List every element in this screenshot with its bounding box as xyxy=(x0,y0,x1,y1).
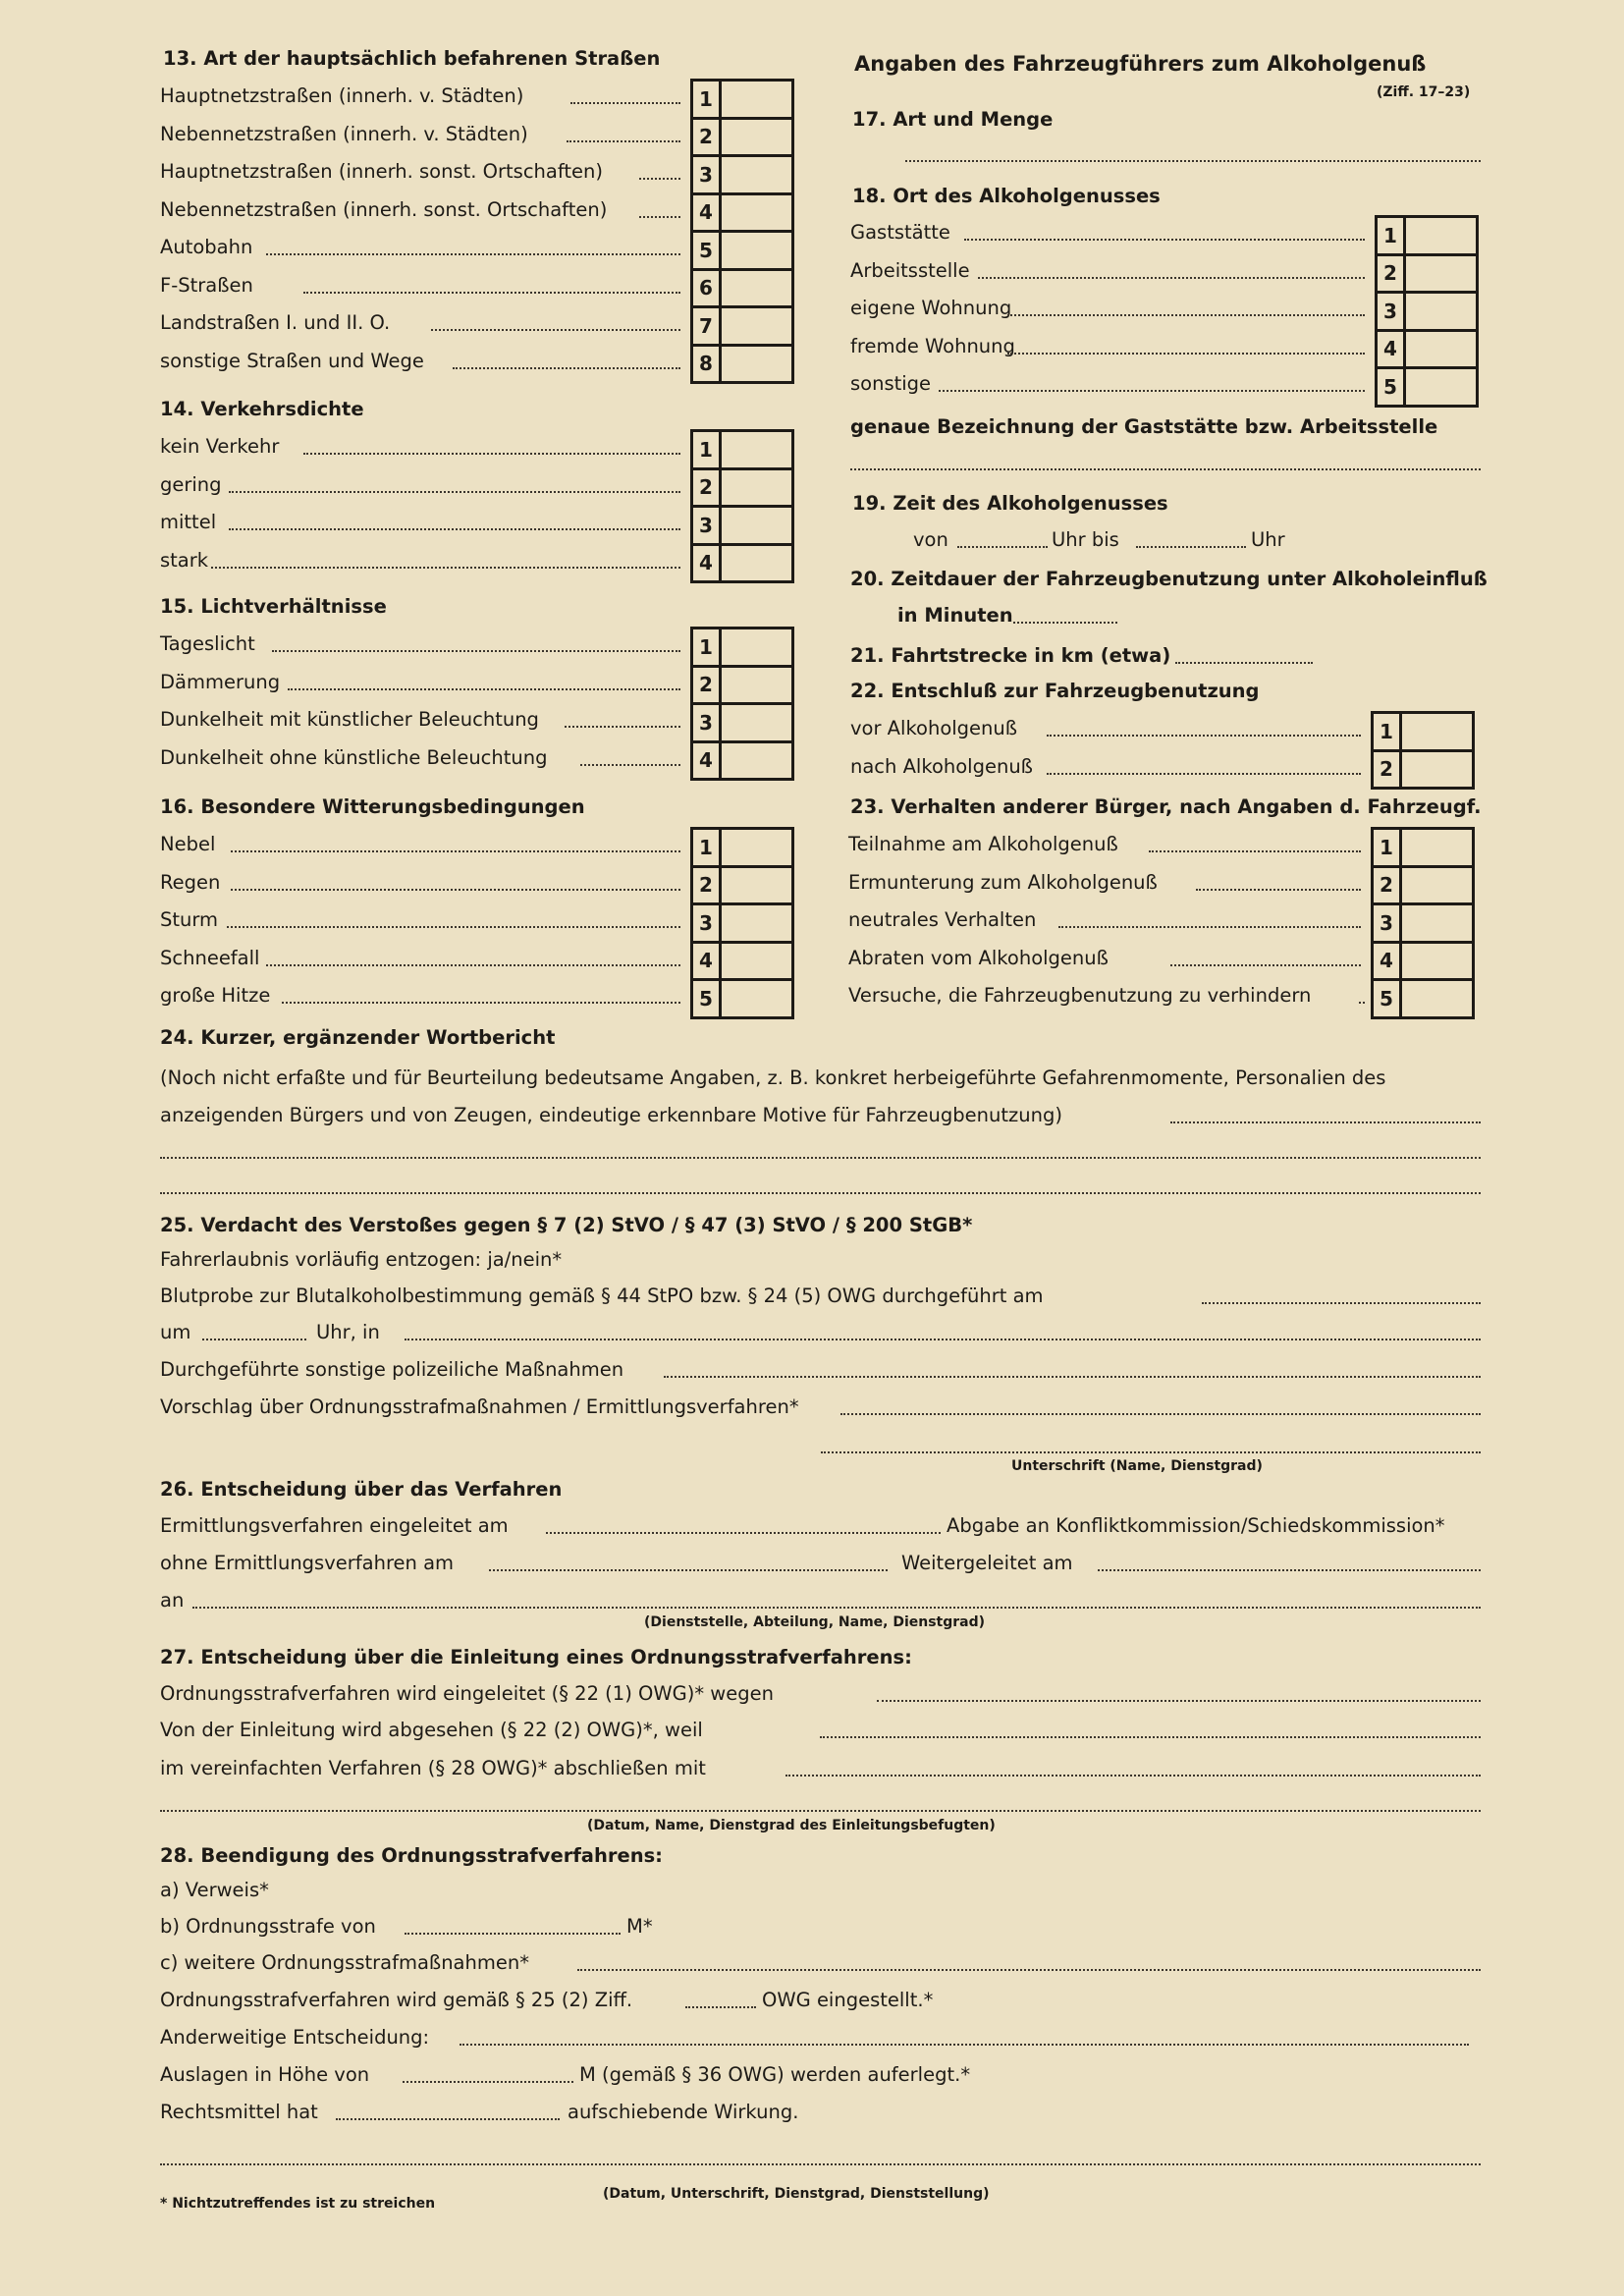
s23-title: 23. Verhalten anderer Bürger, nach Angaben d. Fahrzeugf. xyxy=(850,795,1482,818)
s13-item-label: Landstraßen I. und II. O. xyxy=(160,311,391,334)
s15-checkbox[interactable] xyxy=(690,740,794,782)
s25-title: 25. Verdacht des Verstoßes gegen § 7 (2) StVO / § 47 (3) StVO / § 200 StGB* xyxy=(160,1214,973,1236)
s16-checkbox-number: 5 xyxy=(693,981,722,1016)
s28-betrag-unit: M* xyxy=(626,1915,653,1938)
s18-checkbox[interactable] xyxy=(1375,291,1479,332)
s26-eingeleitet-field[interactable] xyxy=(546,1532,941,1534)
s16-checkbox[interactable] xyxy=(690,902,794,944)
s26-eingeleitet: Ermittlungsverfahren eingeleitet am xyxy=(160,1514,509,1537)
s25-massnahmen-field[interactable] xyxy=(664,1376,1481,1378)
s23-checkbox[interactable] xyxy=(1371,827,1475,868)
s18-checkbox-number: 5 xyxy=(1378,369,1406,405)
s27-vereinfacht: im vereinfachten Verfahren (§ 28 OWG)* abschließen mit xyxy=(160,1757,706,1779)
s25-signature-label: Unterschrift (Name, Dienstgrad) xyxy=(1011,1458,1263,1474)
s13-checkbox-number: 3 xyxy=(693,157,722,192)
s28-anderweitig: Anderweitige Entscheidung: xyxy=(160,2026,430,2049)
s15-leader-dots xyxy=(288,688,680,690)
s22-checkbox-number: 2 xyxy=(1374,752,1402,788)
s25-uhr-in: Uhr, in xyxy=(316,1321,380,1343)
s13-item-label: Nebennetzstraßen (innerh. v. Städten) xyxy=(160,122,528,145)
s18-leader-dots xyxy=(939,390,1365,392)
s13-checkbox-number: 7 xyxy=(693,308,722,344)
s23-leader-dots xyxy=(1170,964,1361,966)
s26-weitergeleitet-field[interactable] xyxy=(1098,1569,1481,1571)
s23-leader-dots xyxy=(1359,1002,1365,1004)
s23-checkbox[interactable] xyxy=(1371,941,1475,982)
s14-leader-dots xyxy=(303,453,680,455)
s26-an-field[interactable] xyxy=(192,1607,1481,1609)
s17-title: 17. Art und Menge xyxy=(852,108,1054,131)
s19-title: 19. Zeit des Alkoholgenusses xyxy=(852,492,1168,515)
s28-anderweitig-field[interactable] xyxy=(460,2044,1469,2046)
s26-an: an xyxy=(160,1589,185,1612)
s22-title: 22. Entschluß zur Fahrzeugbenutzung xyxy=(850,680,1260,702)
s23-checkbox-number: 5 xyxy=(1374,981,1402,1016)
s13-checkbox[interactable] xyxy=(690,192,794,234)
s14-checkbox-number: 1 xyxy=(693,432,722,467)
s24-field-2[interactable] xyxy=(160,1157,1481,1159)
s15-item-label: Dunkelheit ohne künstliche Beleuchtung xyxy=(160,745,548,769)
s16-item-label: Nebel xyxy=(160,833,216,855)
s28-rechtsmittel-field[interactable] xyxy=(336,2118,560,2120)
s13-leader-dots xyxy=(303,292,680,294)
s25-time-field[interactable] xyxy=(202,1339,306,1340)
s13-checkbox[interactable] xyxy=(690,305,794,347)
s15-title: 15. Lichtverhältnisse xyxy=(160,595,387,618)
s20-field[interactable] xyxy=(1013,622,1117,624)
s18-checkbox-number: 4 xyxy=(1378,332,1406,367)
s22-checkbox-number: 1 xyxy=(1374,714,1402,749)
s26-ohne-field[interactable] xyxy=(489,1569,888,1571)
s13-item-label: sonstige Straßen und Wege xyxy=(160,349,424,372)
s13-checkbox-number: 4 xyxy=(693,195,722,231)
s27-signature-field[interactable] xyxy=(160,1810,1481,1812)
s28-rechtsmittel: Rechtsmittel hat xyxy=(160,2101,318,2123)
s28-betrag-field[interactable] xyxy=(405,1933,621,1935)
s14-checkbox[interactable] xyxy=(690,543,794,584)
s15-checkbox[interactable] xyxy=(690,665,794,706)
s19-to-field[interactable] xyxy=(1136,546,1246,548)
s16-item-label: Regen xyxy=(160,870,221,894)
s18-checkbox[interactable] xyxy=(1375,253,1479,295)
s18-leader-dots xyxy=(964,239,1365,241)
s13-checkbox[interactable] xyxy=(690,154,794,195)
s23-leader-dots xyxy=(1149,850,1361,852)
s13-checkbox[interactable] xyxy=(690,344,794,385)
s14-leader-dots xyxy=(229,528,680,530)
s14-item-label: mittel xyxy=(160,511,217,533)
s13-checkbox[interactable] xyxy=(690,230,794,271)
s28-auslagen-field[interactable] xyxy=(403,2081,573,2083)
s16-leader-dots xyxy=(231,850,680,852)
s24-title: 24. Kurzer, ergänzender Wortbericht xyxy=(160,1026,556,1049)
s16-item-label: große Hitze xyxy=(160,984,271,1007)
s20-title: 20. Zeitdauer der Fahrzeugbenutzung unter Alkoholeinfluß xyxy=(850,568,1488,590)
s13-item-label: F-Straßen xyxy=(160,273,253,297)
s25-fahrerlaubnis: Fahrerlaubnis vorläufig entzogen: ja/nein* xyxy=(160,1248,563,1271)
s15-checkbox-number: 4 xyxy=(693,743,722,779)
s14-title: 14. Verkehrsdichte xyxy=(160,398,364,420)
s18-leader-dots xyxy=(1007,353,1365,355)
s18-checkbox[interactable] xyxy=(1375,366,1479,408)
s18-item-label: Gaststätte xyxy=(850,221,950,244)
s14-checkbox[interactable] xyxy=(690,467,794,509)
s23-item-label: Versuche, die Fahrzeugbenutzung zu verhindern xyxy=(848,984,1312,1007)
s14-checkbox-number: 3 xyxy=(693,508,722,543)
s18-checkbox[interactable] xyxy=(1375,215,1479,256)
s18-checkbox[interactable] xyxy=(1375,329,1479,370)
s26-signature-label: (Dienststelle, Abteilung, Name, Dienstgrad) xyxy=(644,1614,986,1630)
s16-checkbox-number: 4 xyxy=(693,944,722,979)
s16-checkbox-number: 1 xyxy=(693,830,722,865)
s16-checkbox-number: 2 xyxy=(693,868,722,903)
s16-leader-dots xyxy=(266,964,680,966)
s22-item-label: nach Alkoholgenuß xyxy=(850,754,1033,778)
s25-vorschlag-field[interactable] xyxy=(840,1413,1481,1415)
s25-um: um xyxy=(160,1321,191,1343)
s19-von: von xyxy=(913,528,948,551)
s15-checkbox[interactable] xyxy=(690,627,794,668)
s24-field-3[interactable] xyxy=(160,1192,1481,1194)
s18-checkbox-number: 2 xyxy=(1378,256,1406,292)
s15-checkbox[interactable] xyxy=(690,702,794,743)
s18-note-field[interactable] xyxy=(850,468,1481,470)
s16-leader-dots xyxy=(282,1002,680,1004)
s13-leader-dots xyxy=(431,329,680,331)
s14-item-label: kein Verkehr xyxy=(160,435,280,458)
s16-leader-dots xyxy=(227,926,680,928)
s23-checkbox-number: 3 xyxy=(1374,905,1402,941)
s18-item-label: eigene Wohnung xyxy=(850,297,1012,319)
s27-wegen-field[interactable] xyxy=(877,1700,1481,1702)
s21-title: 21. Fahrtstrecke in km (etwa) xyxy=(850,644,1171,667)
s13-leader-dots xyxy=(266,253,680,255)
s13-checkbox[interactable] xyxy=(690,268,794,309)
s13-checkbox[interactable] xyxy=(690,79,794,120)
s26-weitergeleitet: Weitergeleitet am xyxy=(901,1552,1073,1574)
s25-blutprobe-date-field[interactable] xyxy=(1202,1302,1481,1304)
s14-checkbox-number: 4 xyxy=(693,546,722,581)
footnote: * Nichtzutreffendes ist zu streichen xyxy=(160,2196,436,2212)
s15-item-label: Dämmerung xyxy=(160,670,281,693)
s23-item-label: Ermunterung zum Alkoholgenuß xyxy=(848,870,1158,894)
s23-checkbox-number: 4 xyxy=(1374,944,1402,979)
s28-eingestellt: Ordnungsstrafverfahren wird gemäß § 25 (2) Ziff. xyxy=(160,1989,633,2011)
s15-item-label: Tageslicht xyxy=(160,632,255,655)
s24-field-1[interactable] xyxy=(1170,1121,1481,1123)
s28-weitere: c) weitere Ordnungsstrafmaßnahmen* xyxy=(160,1951,529,1974)
s13-checkbox-number: 8 xyxy=(693,347,722,382)
s23-checkbox-number: 1 xyxy=(1374,830,1402,865)
s13-leader-dots xyxy=(567,140,680,142)
s13-item-label: Autobahn xyxy=(160,236,253,258)
right-header-ref: (Ziff. 17–23) xyxy=(1377,84,1471,100)
s27-title: 27. Entscheidung über die Einleitung eines Ordnungsstrafverfahrens: xyxy=(160,1646,912,1668)
s25-blutprobe: Blutprobe zur Blutalkoholbestimmung gemäß § 44 StPO bzw. § 24 (5) OWG durchgeführt am xyxy=(160,1285,1044,1307)
s16-item-label: Schneefall xyxy=(160,946,260,969)
s27-mit-field[interactable] xyxy=(785,1775,1481,1777)
s28-signature-field[interactable] xyxy=(160,2163,1481,2165)
s13-checkbox[interactable] xyxy=(690,117,794,158)
s25-place-field[interactable] xyxy=(405,1339,1481,1340)
s14-checkbox[interactable] xyxy=(690,505,794,546)
s15-item-label: Dunkelheit mit künstlicher Beleuchtung xyxy=(160,708,539,731)
s13-leader-dots xyxy=(639,178,680,180)
s18-leader-dots xyxy=(1007,314,1365,316)
s16-title: 16. Besondere Witterungsbedingungen xyxy=(160,795,585,818)
s23-leader-dots xyxy=(1196,889,1361,891)
s13-leader-dots xyxy=(639,216,680,218)
s23-checkbox[interactable] xyxy=(1371,865,1475,906)
s22-checkbox[interactable] xyxy=(1371,749,1475,791)
s27-signature-label: (Datum, Name, Dienstgrad des Einleitungsbefugten) xyxy=(587,1818,996,1833)
s22-checkbox[interactable] xyxy=(1371,711,1475,752)
s28-ziff-field[interactable] xyxy=(685,2006,756,2008)
s15-checkbox-number: 3 xyxy=(693,705,722,740)
s18-item-label: sonstige xyxy=(850,372,932,395)
s14-checkbox[interactable] xyxy=(690,429,794,470)
s23-checkbox[interactable] xyxy=(1371,978,1475,1019)
s28-rechtsmittel-2: aufschiebende Wirkung. xyxy=(568,2101,799,2123)
s22-leader-dots xyxy=(1047,735,1361,737)
s28-weitere-field[interactable] xyxy=(577,1969,1481,1971)
s13-checkbox-number: 1 xyxy=(693,82,722,117)
s28-title: 28. Beendigung des Ordnungsstrafverfahrens: xyxy=(160,1844,663,1867)
s16-checkbox[interactable] xyxy=(690,941,794,982)
s18-checkbox-number: 1 xyxy=(1378,218,1406,253)
s15-leader-dots xyxy=(565,726,680,728)
s19-uhr: Uhr xyxy=(1251,528,1285,551)
s14-leader-dots xyxy=(211,567,680,569)
s13-leader-dots xyxy=(570,102,680,104)
s16-leader-dots xyxy=(231,889,680,891)
s16-checkbox-number: 3 xyxy=(693,905,722,941)
s28-auslagen: Auslagen in Höhe von xyxy=(160,2063,370,2086)
s28-auslagen-2: M (gemäß § 36 OWG) werden auferlegt.* xyxy=(579,2063,971,2086)
s28-signature-label: (Datum, Unterschrift, Dienstgrad, Dienststellung) xyxy=(603,2186,990,2202)
s28-verweis: a) Verweis* xyxy=(160,1879,269,1901)
right-header-title: Angaben des Fahrzeugführers zum Alkoholgenuß xyxy=(854,52,1427,76)
s16-checkbox[interactable] xyxy=(690,865,794,906)
s18-leader-dots xyxy=(978,277,1365,279)
s14-checkbox-number: 2 xyxy=(693,470,722,506)
s15-checkbox-number: 1 xyxy=(693,629,722,665)
s27-eingeleitet: Ordnungsstrafverfahren wird eingeleitet (§ 22 (1) OWG)* wegen xyxy=(160,1682,774,1705)
s16-item-label: Sturm xyxy=(160,908,219,931)
s13-item-label: Hauptnetzstraßen (innerh. sonst. Ortschaften) xyxy=(160,160,603,183)
s23-item-label: Abraten vom Alkoholgenuß xyxy=(848,946,1109,969)
s24-line1: (Noch nicht erfaßte und für Beurteilung bedeutsame Angaben, z. B. konkret herbeigeführte Gefahrenmomente, Personalien des xyxy=(160,1066,1386,1089)
s18-checkbox-number: 3 xyxy=(1378,294,1406,329)
s27-abgesehen: Von der Einleitung wird abgesehen (§ 22 (2) OWG)*, weil xyxy=(160,1719,703,1741)
s13-title: 13. Art der hauptsächlich befahrenen Straßen xyxy=(163,47,661,70)
s21-field[interactable] xyxy=(1175,662,1313,664)
s18-item-label: fremde Wohnung xyxy=(850,334,1015,357)
s14-item-label: stark xyxy=(160,548,209,572)
s18-note: genaue Bezeichnung der Gaststätte bzw. Arbeitsstelle xyxy=(850,415,1438,438)
s13-checkbox-number: 2 xyxy=(693,120,722,155)
s19-from-field[interactable] xyxy=(957,546,1048,548)
s25-signature-field[interactable] xyxy=(821,1451,1481,1453)
s18-title: 18. Ort des Alkoholgenusses xyxy=(852,185,1161,207)
s15-leader-dots xyxy=(580,764,680,766)
s13-leader-dots xyxy=(453,367,680,369)
s13-item-label: Nebennetzstraßen (innerh. sonst. Ortschaften) xyxy=(160,197,608,221)
s19-uhr-bis: Uhr bis xyxy=(1052,528,1119,551)
s23-checkbox[interactable] xyxy=(1371,902,1475,944)
s26-abgabe: Abgabe an Konfliktkommission/Schiedskommission* xyxy=(947,1514,1445,1537)
s23-leader-dots xyxy=(1058,926,1361,928)
s26-title: 26. Entscheidung über das Verfahren xyxy=(160,1478,563,1501)
s14-item-label: gering xyxy=(160,472,222,496)
s22-leader-dots xyxy=(1047,773,1361,775)
s28-ordnungsstrafe: b) Ordnungsstrafe von xyxy=(160,1915,376,1938)
s16-checkbox[interactable] xyxy=(690,978,794,1019)
s13-item-label: Hauptnetzstraßen (innerh. v. Städten) xyxy=(160,84,524,107)
s18-item-label: Arbeitsstelle xyxy=(850,258,970,282)
s23-checkbox-number: 2 xyxy=(1374,868,1402,903)
s15-leader-dots xyxy=(272,650,680,652)
s25-vorschlag: Vorschlag über Ordnungsstrafmaßnahmen / Ermittlungsverfahren* xyxy=(160,1395,799,1418)
s20-unit: in Minuten xyxy=(897,604,1013,627)
s22-item-label: vor Alkoholgenuß xyxy=(850,717,1018,739)
s13-checkbox-number: 6 xyxy=(693,271,722,306)
s17-field[interactable] xyxy=(905,160,1481,162)
s16-checkbox[interactable] xyxy=(690,827,794,868)
s24-line2: anzeigenden Bürgers und von Zeugen, eindeutige erkennbare Motive für Fahrzeugbenutzung) xyxy=(160,1104,1062,1126)
s27-weil-field[interactable] xyxy=(820,1736,1481,1738)
s23-item-label: Teilnahme am Alkoholgenuß xyxy=(848,833,1118,855)
s13-checkbox-number: 5 xyxy=(693,233,722,268)
s28-eingestellt-2: OWG eingestellt.* xyxy=(762,1989,934,2011)
s26-ohne: ohne Ermittlungsverfahren am xyxy=(160,1552,455,1574)
s25-massnahmen: Durchgeführte sonstige polizeiliche Maßnahmen xyxy=(160,1358,624,1381)
s23-item-label: neutrales Verhalten xyxy=(848,908,1037,931)
s15-checkbox-number: 2 xyxy=(693,668,722,703)
s14-leader-dots xyxy=(229,491,680,493)
